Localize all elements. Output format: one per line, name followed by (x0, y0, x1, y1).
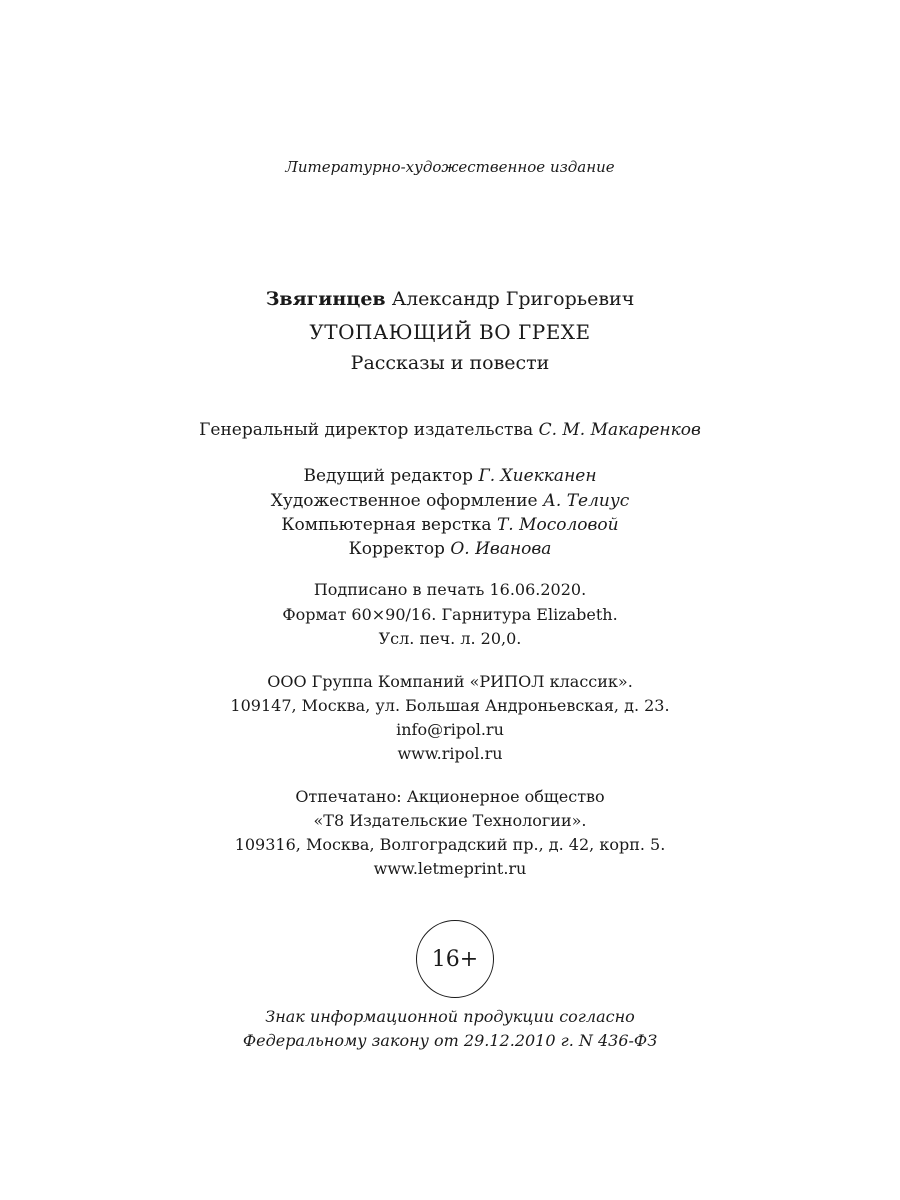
author-surname: Звягинцев (265, 288, 386, 310)
print-info-line: Подписано в печать 16.06.2020. (313, 580, 587, 599)
credit-role: Художественное оформление (270, 491, 538, 511)
credit-line (0, 466, 900, 486)
edition-type: Литературно-художественное издание (285, 158, 615, 176)
book-subtitle: Рассказы и повести (350, 352, 550, 374)
credit-name: О. Иванова (450, 539, 552, 559)
credit-role: Ведущий редактор (303, 466, 474, 486)
author-given-name: Александр Григорьевич (391, 288, 635, 310)
credit-name: А. Телиус (543, 491, 630, 511)
age-rating-badge (416, 920, 494, 998)
print-info-line: Формат 60×90/16. Гарнитура Elizabeth. (282, 605, 618, 624)
credit-role: Корректор (348, 539, 445, 559)
publisher-line: 109147, Москва, ул. Большая Андроньевская, д. 23. (230, 696, 670, 715)
credit-name: Т. Мосоловой (496, 515, 619, 535)
printer-line: 109316, Москва, Волгоградский пр., д. 42, корп. 5. (234, 835, 666, 854)
legal-note-line: Федеральному закону от 29.12.2010 г. N 436-ФЗ (242, 1031, 658, 1050)
credit-line (0, 491, 900, 511)
age-rating-text: 16+ (431, 946, 479, 972)
publisher-line: ООО Группа Компаний «РИПОЛ классик». (267, 672, 633, 691)
print-info-line: Усл. печ. л. 20,0. (378, 629, 522, 648)
director-line (0, 420, 900, 440)
credit-role: Компьютерная верстка (281, 515, 492, 535)
author-line (0, 288, 900, 310)
book-title: УТОПАЮЩИЙ ВО ГРЕХЕ (309, 320, 591, 344)
legal-note-line: Знак информационной продукции согласно (265, 1007, 635, 1026)
printer-line: Отпечатано: Акционерное общество (295, 787, 605, 806)
credit-line (0, 539, 900, 559)
director-role: Генеральный директор издательства (199, 420, 534, 440)
publisher-website: www.ripol.ru (397, 744, 503, 763)
printer-line: «Т8 Издательские Технологии». (313, 811, 587, 830)
credit-name: Г. Хиекканен (478, 466, 597, 486)
publisher-email: info@ripol.ru (396, 720, 504, 739)
director-name: С. М. Макаренков (538, 420, 701, 440)
credit-line (0, 515, 900, 535)
printer-website: www.letmeprint.ru (373, 859, 527, 878)
